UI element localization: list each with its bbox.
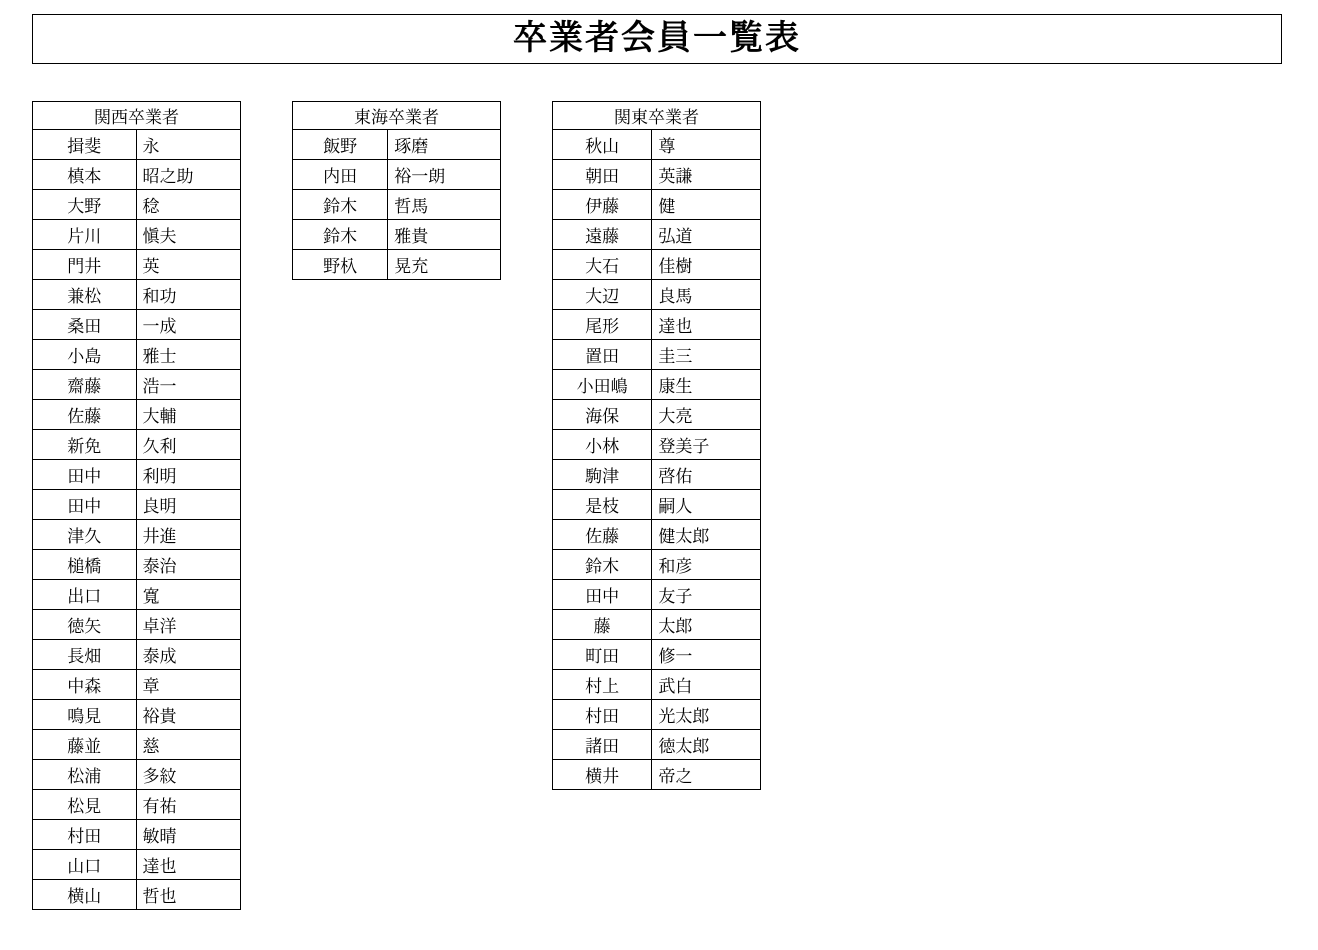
member-given-name: 和功 <box>142 287 177 306</box>
table-row <box>552 430 761 460</box>
member-given-name: 哲馬 <box>394 197 429 216</box>
table-row <box>292 220 501 250</box>
member-given-name: 有祐 <box>142 797 177 816</box>
member-surname: 藤並 <box>33 730 137 759</box>
member-surname: 伊藤 <box>553 190 652 219</box>
page-title: 卒業者会員一覧表 <box>513 20 801 57</box>
member-given-name: 圭三 <box>658 347 693 366</box>
member-surname: 鳴見 <box>33 700 137 729</box>
table-row <box>552 610 761 640</box>
member-surname: 槌橋 <box>33 550 137 579</box>
table-row <box>552 340 761 370</box>
table-row <box>552 130 761 160</box>
table-row <box>32 730 241 760</box>
member-surname: 山口 <box>33 850 137 879</box>
table-row <box>292 160 501 190</box>
table-row <box>32 340 241 370</box>
member-surname: 田中 <box>33 490 137 519</box>
group-header-kanto: 関東卒業者 <box>552 101 761 130</box>
member-given-name: 裕一朗 <box>394 167 446 186</box>
table-row <box>32 430 241 460</box>
member-surname: 秋山 <box>553 130 652 159</box>
member-given-name: 武白 <box>658 677 693 696</box>
member-given-name: 雅貴 <box>394 227 429 246</box>
member-surname: 村上 <box>553 670 652 699</box>
member-surname: 村田 <box>553 700 652 729</box>
table-row <box>32 850 241 880</box>
table-row <box>292 250 501 280</box>
member-surname: 是枝 <box>553 490 652 519</box>
member-given-name: 雅士 <box>142 347 177 366</box>
table-row <box>32 460 241 490</box>
table-row <box>552 370 761 400</box>
member-surname: 門井 <box>33 250 137 279</box>
table-row <box>552 490 761 520</box>
table-row <box>552 580 761 610</box>
table-row <box>32 670 241 700</box>
member-given-name: 卓洋 <box>142 617 177 636</box>
member-surname: 槙本 <box>33 160 137 189</box>
table-row <box>32 370 241 400</box>
member-given-name: 多紋 <box>142 767 177 786</box>
member-surname: 桑田 <box>33 310 137 339</box>
member-surname: 田中 <box>33 460 137 489</box>
table-row <box>32 760 241 790</box>
member-surname: 揖斐 <box>33 130 137 159</box>
member-given-name: 久利 <box>142 437 177 456</box>
member-surname: 徳矢 <box>33 610 137 639</box>
graduate-group-kanto <box>552 101 761 790</box>
member-given-name: 敏晴 <box>142 827 177 846</box>
table-row <box>552 640 761 670</box>
table-row <box>32 700 241 730</box>
member-given-name: 太郎 <box>658 617 693 636</box>
member-given-name: 良馬 <box>658 287 693 306</box>
member-surname: 朝田 <box>553 160 652 189</box>
member-given-name: 光太郎 <box>658 707 710 726</box>
member-surname: 大辺 <box>553 280 652 309</box>
member-given-name: 帝之 <box>658 767 693 786</box>
member-surname: 大石 <box>553 250 652 279</box>
table-row <box>32 400 241 430</box>
group-rows-kansai <box>32 130 241 910</box>
table-row <box>32 520 241 550</box>
member-given-name: 啓佑 <box>658 467 693 486</box>
table-row <box>32 310 241 340</box>
table-row <box>552 310 761 340</box>
group-rows-kanto <box>552 130 761 790</box>
member-surname: 佐藤 <box>553 520 652 549</box>
member-surname: 諸田 <box>553 730 652 759</box>
member-given-name: 大輔 <box>142 407 177 426</box>
table-row <box>552 550 761 580</box>
table-row <box>32 190 241 220</box>
table-row <box>32 250 241 280</box>
member-given-name: 修一 <box>658 647 693 666</box>
group-header-kansai: 関西卒業者 <box>32 101 241 130</box>
member-surname: 長畑 <box>33 640 137 669</box>
member-surname: 佐藤 <box>33 400 137 429</box>
table-row <box>552 520 761 550</box>
table-row <box>552 730 761 760</box>
table-row <box>32 820 241 850</box>
member-surname: 野杁 <box>293 250 388 279</box>
member-surname: 藤 <box>553 610 652 639</box>
member-given-name: 琢磨 <box>394 137 429 156</box>
member-given-name: 佳樹 <box>658 257 693 276</box>
member-given-name: 泰成 <box>142 647 177 666</box>
member-surname: 町田 <box>553 640 652 669</box>
member-surname: 村田 <box>33 820 137 849</box>
member-given-name: 晃充 <box>394 257 429 276</box>
member-surname: 横山 <box>33 880 137 909</box>
member-surname: 田中 <box>553 580 652 609</box>
group-header-tokai: 東海卒業者 <box>292 101 501 130</box>
member-given-name: 健 <box>658 197 676 216</box>
member-given-name: 達也 <box>658 317 693 336</box>
table-row <box>32 220 241 250</box>
member-given-name: 嗣人 <box>658 497 693 516</box>
member-surname: 松浦 <box>33 760 137 789</box>
member-given-name: 尊 <box>658 137 676 156</box>
member-given-name: 友子 <box>658 587 693 606</box>
member-surname: 兼松 <box>33 280 137 309</box>
graduate-group-kansai <box>32 101 241 910</box>
member-given-name: 利明 <box>142 467 177 486</box>
table-row <box>552 760 761 790</box>
member-given-name: 永 <box>142 137 160 156</box>
table-row <box>552 400 761 430</box>
member-given-name: 英 <box>142 257 160 276</box>
table-row <box>32 640 241 670</box>
table-row <box>552 190 761 220</box>
member-surname: 津久 <box>33 520 137 549</box>
member-given-name: 浩一 <box>142 377 177 396</box>
member-surname: 鈴木 <box>553 550 652 579</box>
group-rows-tokai <box>292 130 501 280</box>
member-given-name: 健太郎 <box>658 527 710 546</box>
member-given-name: 井進 <box>142 527 177 546</box>
member-given-name: 英謙 <box>658 167 693 186</box>
member-surname: 片川 <box>33 220 137 249</box>
member-surname: 置田 <box>553 340 652 369</box>
member-given-name: 泰治 <box>142 557 177 576</box>
member-given-name: 徳太郎 <box>658 737 710 756</box>
member-surname: 鈴木 <box>293 220 388 249</box>
member-given-name: 裕貴 <box>142 707 177 726</box>
member-given-name: 哲也 <box>142 887 177 906</box>
member-surname: 齋藤 <box>33 370 137 399</box>
member-given-name: 稔 <box>142 197 160 216</box>
member-given-name: 和彦 <box>658 557 693 576</box>
member-surname: 小田嶋 <box>553 370 652 399</box>
member-surname: 松見 <box>33 790 137 819</box>
member-given-name: 康生 <box>658 377 693 396</box>
member-surname: 小島 <box>33 340 137 369</box>
table-row <box>552 280 761 310</box>
table-row <box>552 220 761 250</box>
member-surname: 内田 <box>293 160 388 189</box>
member-given-name: 慈 <box>142 737 160 756</box>
member-given-name: 寬 <box>142 587 160 606</box>
table-row <box>292 190 501 220</box>
table-row <box>292 130 501 160</box>
member-given-name: 良明 <box>142 497 177 516</box>
member-given-name: 弘道 <box>658 227 693 246</box>
member-given-name: 達也 <box>142 857 177 876</box>
member-given-name: 登美子 <box>658 437 710 456</box>
member-surname: 新免 <box>33 430 137 459</box>
table-row <box>32 280 241 310</box>
table-row <box>552 250 761 280</box>
member-surname: 小林 <box>553 430 652 459</box>
member-surname: 中森 <box>33 670 137 699</box>
member-surname: 飯野 <box>293 130 388 159</box>
member-surname: 尾形 <box>553 310 652 339</box>
member-surname: 駒津 <box>553 460 652 489</box>
table-row <box>32 610 241 640</box>
graduate-lists-container <box>32 101 1282 910</box>
member-given-name: 大亮 <box>658 407 693 426</box>
member-given-name: 愼夫 <box>142 227 177 246</box>
table-row <box>552 670 761 700</box>
member-surname: 大野 <box>33 190 137 219</box>
table-row <box>32 550 241 580</box>
table-row <box>552 700 761 730</box>
member-surname: 海保 <box>553 400 652 429</box>
member-given-name: 昭之助 <box>142 167 194 186</box>
member-surname: 出口 <box>33 580 137 609</box>
table-row <box>32 790 241 820</box>
member-surname: 横井 <box>553 760 652 789</box>
table-row <box>552 160 761 190</box>
table-row <box>552 460 761 490</box>
table-row <box>32 880 241 910</box>
table-row <box>32 580 241 610</box>
table-row <box>32 160 241 190</box>
table-row <box>32 490 241 520</box>
member-given-name: 章 <box>142 677 160 696</box>
member-given-name: 一成 <box>142 317 177 336</box>
member-surname: 鈴木 <box>293 190 388 219</box>
document-title-box <box>32 14 1282 64</box>
member-surname: 遠藤 <box>553 220 652 249</box>
table-row <box>32 130 241 160</box>
graduate-group-tokai <box>292 101 501 280</box>
